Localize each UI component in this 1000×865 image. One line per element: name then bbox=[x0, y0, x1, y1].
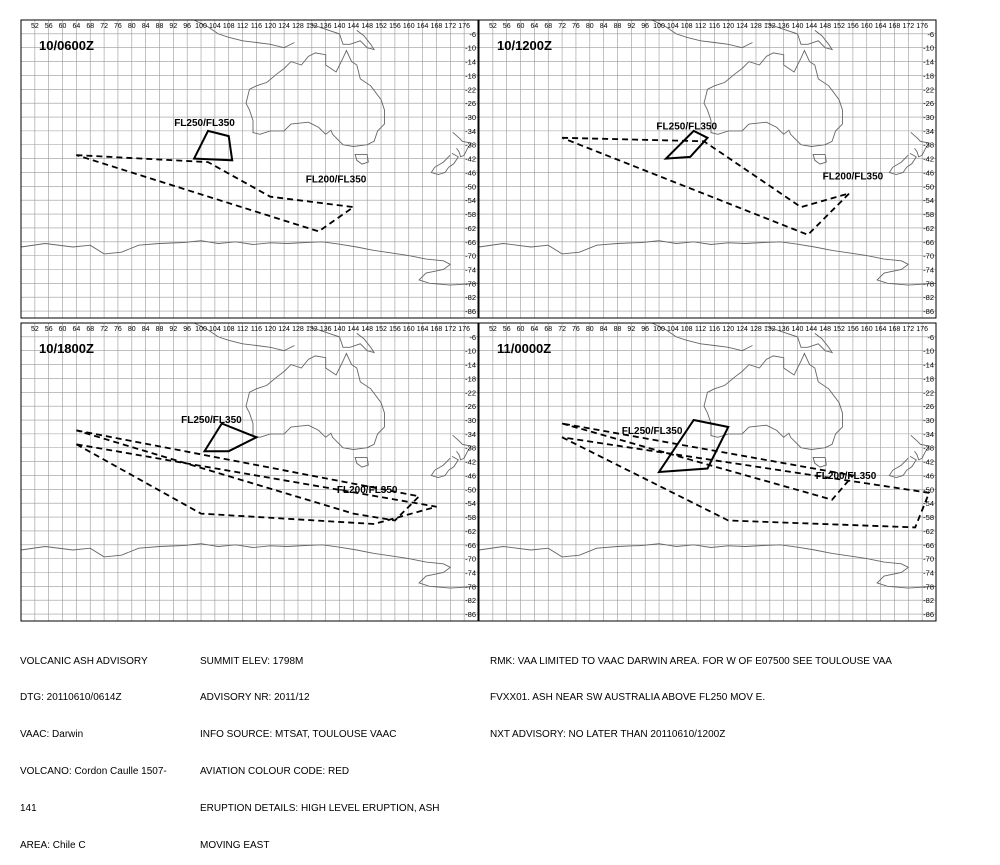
latitude-tick-label: -66 bbox=[923, 237, 934, 247]
latitude-tick-label: -22 bbox=[923, 85, 934, 95]
longitude-tick-label: 152 bbox=[833, 23, 845, 30]
longitude-tick-label: 100 bbox=[195, 23, 207, 30]
latitude-tick-label: -66 bbox=[465, 237, 476, 247]
latitude-tick-label: -10 bbox=[923, 346, 934, 356]
longitude-tick-label: 64 bbox=[530, 326, 539, 333]
longitude-tick-label: 156 bbox=[389, 326, 401, 333]
longitude-tick-label: 176 bbox=[916, 326, 928, 333]
latitude-tick-label: -30 bbox=[923, 416, 934, 426]
longitude-tick-label: 116 bbox=[250, 326, 263, 333]
longitude-tick-label: 144 bbox=[347, 326, 360, 333]
longitude-tick-label: 52 bbox=[488, 326, 497, 333]
longitude-tick-label: 56 bbox=[44, 23, 53, 30]
advisory-next: NXT ADVISORY: NO LATER THAN 20110610/1200Z bbox=[490, 729, 726, 741]
longitude-tick-label: 128 bbox=[292, 23, 304, 30]
longitude-tick-label: 160 bbox=[402, 23, 415, 30]
latitude-tick-label: -38 bbox=[465, 140, 476, 150]
longitude-tick-label: 100 bbox=[653, 23, 665, 30]
longitude-tick-label: 72 bbox=[558, 23, 566, 30]
latitude-tick-label: -26 bbox=[465, 402, 476, 412]
latitude-tick-label: -54 bbox=[923, 196, 934, 206]
longitude-tick-label: 108 bbox=[222, 326, 235, 333]
longitude-tick-label: 152 bbox=[833, 326, 845, 333]
advisory-number: ADVISORY NR: 2011/12 bbox=[200, 692, 310, 704]
advisory-vaac: VAAC: Darwin bbox=[20, 729, 84, 741]
latitude-tick-label: -34 bbox=[923, 126, 934, 136]
latitude-tick-label: -58 bbox=[923, 210, 934, 220]
longitude-tick-label: 168 bbox=[430, 23, 443, 30]
latitude-tick-label: -70 bbox=[923, 554, 934, 564]
latitude-tick-label: -82 bbox=[923, 596, 934, 606]
advisory-info-source: INFO SOURCE: MTSAT, TOULOUSE VAAC bbox=[200, 729, 397, 741]
longitude-tick-label: 120 bbox=[264, 326, 277, 333]
tasmania-coast bbox=[355, 154, 368, 164]
longitude-tick-label: 108 bbox=[680, 23, 693, 30]
advisory-column-1 bbox=[20, 631, 167, 865]
latitude-tick-label: -18 bbox=[923, 71, 934, 81]
longitude-tick-label: 172 bbox=[902, 23, 915, 30]
longitude-tick-label: 92 bbox=[169, 326, 178, 333]
panel-frame bbox=[479, 20, 936, 318]
longitude-tick-label: 160 bbox=[860, 326, 873, 333]
australia-coast bbox=[246, 51, 385, 147]
graticule bbox=[21, 323, 478, 621]
advisory-colour-code: AVIATION COLOUR CODE: RED bbox=[200, 766, 350, 778]
longitude-tick-label: 128 bbox=[750, 23, 762, 30]
graticule bbox=[21, 20, 478, 318]
longitude-tick-label: 96 bbox=[641, 326, 650, 333]
longitude-tick-label: 76 bbox=[114, 23, 122, 30]
antarctica-coast bbox=[21, 544, 478, 588]
longitude-tick-label: 116 bbox=[708, 23, 721, 30]
longitude-tick-label: 64 bbox=[72, 326, 81, 333]
longitude-tick-label: 92 bbox=[627, 326, 636, 333]
latitude-tick-label: -50 bbox=[465, 182, 476, 192]
latitude-tick-label: -22 bbox=[465, 85, 476, 95]
flight-level-label: FL200/FL350 bbox=[336, 484, 398, 496]
longitude-tick-label: 140 bbox=[791, 326, 804, 333]
longitude-tick-label: 152 bbox=[375, 23, 387, 30]
latitude-tick-label: -50 bbox=[923, 182, 934, 192]
latitude-tick-label: -6 bbox=[469, 29, 476, 39]
longitude-tick-label: 132 bbox=[763, 23, 776, 30]
longitude-tick-label: 140 bbox=[333, 326, 346, 333]
longitude-tick-label: 120 bbox=[722, 326, 735, 333]
panel-frame bbox=[21, 20, 478, 318]
latitude-tick-label: -34 bbox=[923, 429, 934, 439]
latitude-tick-label: -66 bbox=[465, 540, 476, 550]
longitude-tick-label: 148 bbox=[361, 23, 374, 30]
longitude-tick-label: 176 bbox=[458, 23, 470, 30]
antarctica-coast bbox=[21, 241, 478, 285]
latitude-tick-label: -62 bbox=[465, 526, 476, 536]
latitude-tick-label: -18 bbox=[465, 71, 476, 81]
new-zealand-south-coast bbox=[431, 456, 458, 477]
longitude-tick-label: 80 bbox=[585, 326, 594, 333]
latitude-tick-label: -86 bbox=[923, 610, 934, 620]
advisory-remark: RMK: VAA LIMITED TO VAAC DARWIN AREA. FOR W OF E07500 SEE TOULOUSE VAA bbox=[490, 655, 892, 667]
longitude-tick-label: 164 bbox=[416, 23, 429, 30]
latitude-tick-label: -38 bbox=[923, 443, 934, 453]
longitude-tick-label: 144 bbox=[805, 23, 818, 30]
longitude-tick-label: 172 bbox=[444, 326, 457, 333]
longitude-tick-label: 100 bbox=[653, 326, 665, 333]
longitude-tick-label: 108 bbox=[222, 23, 235, 30]
longitude-tick-label: 104 bbox=[667, 326, 679, 333]
longitude-tick-label: 112 bbox=[694, 23, 707, 30]
longitude-tick-label: 104 bbox=[209, 23, 221, 30]
longitude-tick-label: 128 bbox=[750, 326, 762, 333]
map-panel bbox=[479, 20, 936, 318]
longitude-tick-label: 144 bbox=[805, 326, 818, 333]
latitude-tick-label: -62 bbox=[923, 223, 934, 233]
new-zealand-south-coast bbox=[889, 153, 916, 174]
longitude-tick-label: 68 bbox=[544, 326, 553, 333]
longitude-tick-label: 168 bbox=[888, 23, 901, 30]
longitude-tick-label: 156 bbox=[847, 23, 859, 30]
longitude-tick-label: 112 bbox=[236, 326, 249, 333]
longitude-tick-label: 68 bbox=[544, 23, 553, 30]
longitude-tick-label: 72 bbox=[100, 326, 108, 333]
latitude-tick-label: -14 bbox=[923, 360, 934, 370]
latitude-tick-label: -18 bbox=[465, 374, 476, 384]
advisory-eruption-details-cont: MOVING EAST bbox=[200, 840, 270, 852]
longitude-tick-label: 88 bbox=[613, 23, 622, 30]
longitude-tick-label: 148 bbox=[819, 23, 832, 30]
latitude-tick-label: -14 bbox=[923, 57, 934, 67]
longitude-tick-label: 96 bbox=[183, 326, 192, 333]
longitude-tick-label: 124 bbox=[736, 23, 748, 30]
latitude-tick-label: -26 bbox=[923, 402, 934, 412]
latitude-tick-label: -38 bbox=[465, 443, 476, 453]
advisory-volcano: VOLCANO: Cordon Caulle 1507- bbox=[20, 766, 167, 778]
longitude-tick-label: 64 bbox=[72, 23, 81, 30]
new-zealand-south-coast bbox=[431, 153, 458, 174]
advisory-area: AREA: Chile C bbox=[20, 840, 86, 852]
latitude-tick-label: -66 bbox=[923, 540, 934, 550]
longitude-tick-label: 84 bbox=[141, 326, 150, 333]
latitude-tick-label: -46 bbox=[923, 471, 934, 481]
latitude-tick-label: -50 bbox=[923, 485, 934, 495]
longitude-tick-label: 112 bbox=[694, 326, 707, 333]
longitude-tick-label: 80 bbox=[127, 326, 136, 333]
longitude-tick-label: 76 bbox=[114, 326, 122, 333]
latitude-tick-label: -78 bbox=[465, 582, 476, 592]
longitude-tick-label: 140 bbox=[791, 23, 804, 30]
longitude-tick-label: 132 bbox=[305, 23, 318, 30]
longitude-tick-label: 100 bbox=[195, 326, 207, 333]
panel-time-label: 10/1800Z bbox=[39, 341, 94, 356]
advisory-title: VOLCANIC ASH ADVISORY bbox=[20, 655, 148, 667]
longitude-tick-label: 52 bbox=[30, 23, 39, 30]
longitude-tick-label: 136 bbox=[319, 326, 332, 333]
longitude-tick-label: 164 bbox=[416, 326, 429, 333]
latitude-tick-label: -46 bbox=[923, 168, 934, 178]
latitude-tick-label: -70 bbox=[465, 554, 476, 564]
latitude-tick-label: -22 bbox=[465, 388, 476, 398]
latitude-tick-label: -58 bbox=[465, 210, 476, 220]
longitude-tick-label: 116 bbox=[250, 23, 263, 30]
australia-coast bbox=[704, 51, 843, 147]
longitude-tick-label: 172 bbox=[444, 23, 457, 30]
new-zealand-south-coast bbox=[889, 456, 916, 477]
longitude-tick-label: 176 bbox=[458, 326, 470, 333]
panel-frame bbox=[21, 323, 478, 621]
longitude-tick-label: 168 bbox=[430, 326, 443, 333]
latitude-tick-label: -38 bbox=[923, 140, 934, 150]
latitude-tick-label: -62 bbox=[923, 526, 934, 536]
latitude-tick-label: -6 bbox=[927, 29, 934, 39]
longitude-tick-label: 72 bbox=[100, 23, 108, 30]
longitude-tick-label: 88 bbox=[613, 326, 622, 333]
flight-level-label: FL200/FL350 bbox=[822, 171, 884, 183]
longitude-tick-label: 164 bbox=[874, 23, 887, 30]
latitude-tick-label: -62 bbox=[465, 223, 476, 233]
latitude-tick-label: -30 bbox=[465, 113, 476, 123]
ash-area-solid bbox=[205, 424, 257, 452]
longitude-tick-label: 84 bbox=[141, 23, 150, 30]
longitude-tick-label: 120 bbox=[722, 23, 735, 30]
longitude-tick-label: 132 bbox=[305, 326, 318, 333]
latitude-tick-label: -46 bbox=[465, 471, 476, 481]
latitude-tick-label: -86 bbox=[465, 307, 476, 317]
antarctica-coast bbox=[479, 544, 936, 588]
latitude-tick-label: -6 bbox=[927, 332, 934, 342]
longitude-tick-label: 68 bbox=[86, 326, 95, 333]
advisory-volcano-cont: 141 bbox=[20, 803, 37, 815]
map-panel bbox=[21, 20, 478, 318]
latitude-tick-label: -18 bbox=[923, 374, 934, 384]
longitude-tick-label: 164 bbox=[874, 326, 887, 333]
longitude-tick-label: 156 bbox=[389, 23, 401, 30]
longitude-tick-label: 96 bbox=[183, 23, 192, 30]
latitude-tick-label: -34 bbox=[465, 429, 476, 439]
latitude-tick-label: -50 bbox=[465, 485, 476, 495]
longitude-tick-label: 56 bbox=[502, 23, 511, 30]
longitude-tick-label: 52 bbox=[488, 23, 497, 30]
advisory-column-3 bbox=[490, 631, 892, 754]
latitude-tick-label: -74 bbox=[465, 568, 476, 578]
advisory-summit-elev: SUMMIT ELEV: 1798M bbox=[200, 655, 304, 667]
latitude-tick-label: -10 bbox=[465, 43, 476, 53]
longitude-tick-label: 92 bbox=[627, 23, 636, 30]
longitude-tick-label: 124 bbox=[736, 326, 748, 333]
longitude-tick-label: 52 bbox=[30, 326, 39, 333]
antarctica-coast bbox=[479, 241, 936, 285]
graticule bbox=[479, 20, 936, 318]
latitude-tick-label: -86 bbox=[465, 610, 476, 620]
longitude-tick-label: 124 bbox=[278, 326, 290, 333]
tasmania-coast bbox=[813, 154, 826, 164]
latitude-tick-label: -86 bbox=[923, 307, 934, 317]
longitude-tick-label: 160 bbox=[402, 326, 415, 333]
longitude-tick-label: 148 bbox=[361, 326, 374, 333]
longitude-tick-label: 92 bbox=[169, 23, 178, 30]
panel-time-label: 11/0000Z bbox=[497, 341, 552, 356]
latitude-tick-label: -82 bbox=[465, 596, 476, 606]
longitude-tick-label: 168 bbox=[888, 326, 901, 333]
flight-level-label: FL200/FL350 bbox=[305, 174, 367, 186]
longitude-tick-label: 108 bbox=[680, 326, 693, 333]
longitude-tick-label: 76 bbox=[572, 326, 580, 333]
longitude-tick-label: 96 bbox=[641, 23, 650, 30]
flight-level-label: FL250/FL350 bbox=[174, 118, 235, 130]
longitude-tick-label: 128 bbox=[292, 326, 304, 333]
longitude-tick-label: 104 bbox=[667, 23, 679, 30]
longitude-tick-label: 140 bbox=[333, 23, 346, 30]
latitude-tick-label: -54 bbox=[923, 499, 934, 509]
latitude-tick-label: -30 bbox=[923, 113, 934, 123]
longitude-tick-label: 80 bbox=[585, 23, 594, 30]
longitude-tick-label: 60 bbox=[516, 326, 525, 333]
longitude-tick-label: 148 bbox=[819, 326, 832, 333]
latitude-tick-label: -70 bbox=[923, 251, 934, 261]
longitude-tick-label: 88 bbox=[155, 23, 164, 30]
longitude-tick-label: 156 bbox=[847, 326, 859, 333]
advisory-remark-cont: FVXX01. ASH NEAR SW AUSTRALIA ABOVE FL250 MOV E. bbox=[490, 692, 766, 704]
longitude-tick-label: 132 bbox=[763, 326, 776, 333]
longitude-tick-label: 76 bbox=[572, 23, 580, 30]
latitude-tick-label: -26 bbox=[923, 99, 934, 109]
longitude-tick-label: 60 bbox=[58, 23, 67, 30]
longitude-tick-label: 60 bbox=[516, 23, 525, 30]
latitude-tick-label: -74 bbox=[923, 568, 934, 578]
latitude-tick-label: -42 bbox=[465, 154, 476, 164]
longitude-tick-label: 136 bbox=[777, 23, 790, 30]
latitude-tick-label: -10 bbox=[923, 43, 934, 53]
longitude-tick-label: 120 bbox=[264, 23, 277, 30]
latitude-tick-label: -10 bbox=[465, 346, 476, 356]
latitude-tick-label: -74 bbox=[465, 265, 476, 275]
longitude-tick-label: 56 bbox=[44, 326, 53, 333]
longitude-tick-label: 112 bbox=[236, 23, 249, 30]
longitude-tick-label: 176 bbox=[916, 23, 928, 30]
latitude-tick-label: -58 bbox=[465, 513, 476, 523]
tasmania-coast bbox=[355, 457, 368, 467]
latitude-tick-label: -6 bbox=[469, 332, 476, 342]
longitude-tick-label: 84 bbox=[599, 326, 608, 333]
longitude-tick-label: 56 bbox=[502, 326, 511, 333]
latitude-tick-label: -78 bbox=[923, 582, 934, 592]
latitude-tick-label: -22 bbox=[923, 388, 934, 398]
latitude-tick-label: -42 bbox=[465, 457, 476, 467]
latitude-tick-label: -30 bbox=[465, 416, 476, 426]
latitude-tick-label: -14 bbox=[465, 57, 476, 67]
longitude-tick-label: 116 bbox=[708, 326, 721, 333]
longitude-tick-label: 60 bbox=[58, 326, 67, 333]
advisory-eruption-details: ERUPTION DETAILS: HIGH LEVEL ERUPTION, ASH bbox=[200, 803, 440, 815]
longitude-tick-label: 68 bbox=[86, 23, 95, 30]
longitude-tick-label: 72 bbox=[558, 326, 566, 333]
flight-level-label: FL250/FL350 bbox=[621, 425, 683, 437]
longitude-tick-label: 88 bbox=[155, 326, 164, 333]
latitude-tick-label: -34 bbox=[465, 126, 476, 136]
latitude-tick-label: -82 bbox=[465, 293, 476, 303]
longitude-tick-label: 172 bbox=[902, 326, 915, 333]
latitude-tick-label: -78 bbox=[465, 279, 476, 289]
longitude-tick-label: 136 bbox=[319, 23, 332, 30]
tasmania-coast bbox=[813, 457, 826, 467]
longitude-tick-label: 80 bbox=[127, 23, 136, 30]
latitude-tick-label: -42 bbox=[923, 457, 934, 467]
latitude-tick-label: -70 bbox=[465, 251, 476, 261]
latitude-tick-label: -14 bbox=[465, 360, 476, 370]
map-panel bbox=[479, 323, 936, 621]
longitude-tick-label: 144 bbox=[347, 23, 360, 30]
longitude-tick-label: 84 bbox=[599, 23, 608, 30]
advisory-column-2 bbox=[200, 631, 440, 865]
advisory-dtg: DTG: 20110610/0614Z bbox=[20, 692, 122, 704]
latitude-tick-label: -46 bbox=[465, 168, 476, 178]
latitude-tick-label: -54 bbox=[465, 196, 476, 206]
latitude-tick-label: -42 bbox=[923, 154, 934, 164]
flight-level-label: FL250/FL350 bbox=[181, 414, 242, 426]
panel-time-label: 10/1200Z bbox=[497, 38, 552, 53]
longitude-tick-label: 64 bbox=[530, 23, 539, 30]
longitude-tick-label: 136 bbox=[777, 326, 790, 333]
latitude-tick-label: -78 bbox=[923, 279, 934, 289]
longitude-tick-label: 124 bbox=[278, 23, 290, 30]
ash-area-solid bbox=[194, 131, 232, 160]
flight-level-label: FL250/FL350 bbox=[656, 121, 718, 133]
australia-coast bbox=[246, 354, 385, 450]
latitude-tick-label: -58 bbox=[923, 513, 934, 523]
latitude-tick-label: -54 bbox=[465, 499, 476, 509]
panel-time-label: 10/0600Z bbox=[39, 38, 94, 53]
longitude-tick-label: 160 bbox=[860, 23, 873, 30]
latitude-tick-label: -82 bbox=[923, 293, 934, 303]
map-panel bbox=[21, 323, 478, 621]
longitude-tick-label: 104 bbox=[209, 326, 221, 333]
flight-level-label: FL200/FL350 bbox=[815, 470, 877, 482]
latitude-tick-label: -74 bbox=[923, 265, 934, 275]
longitude-tick-label: 152 bbox=[375, 326, 387, 333]
ash-area-dashed bbox=[562, 437, 929, 527]
latitude-tick-label: -26 bbox=[465, 99, 476, 109]
